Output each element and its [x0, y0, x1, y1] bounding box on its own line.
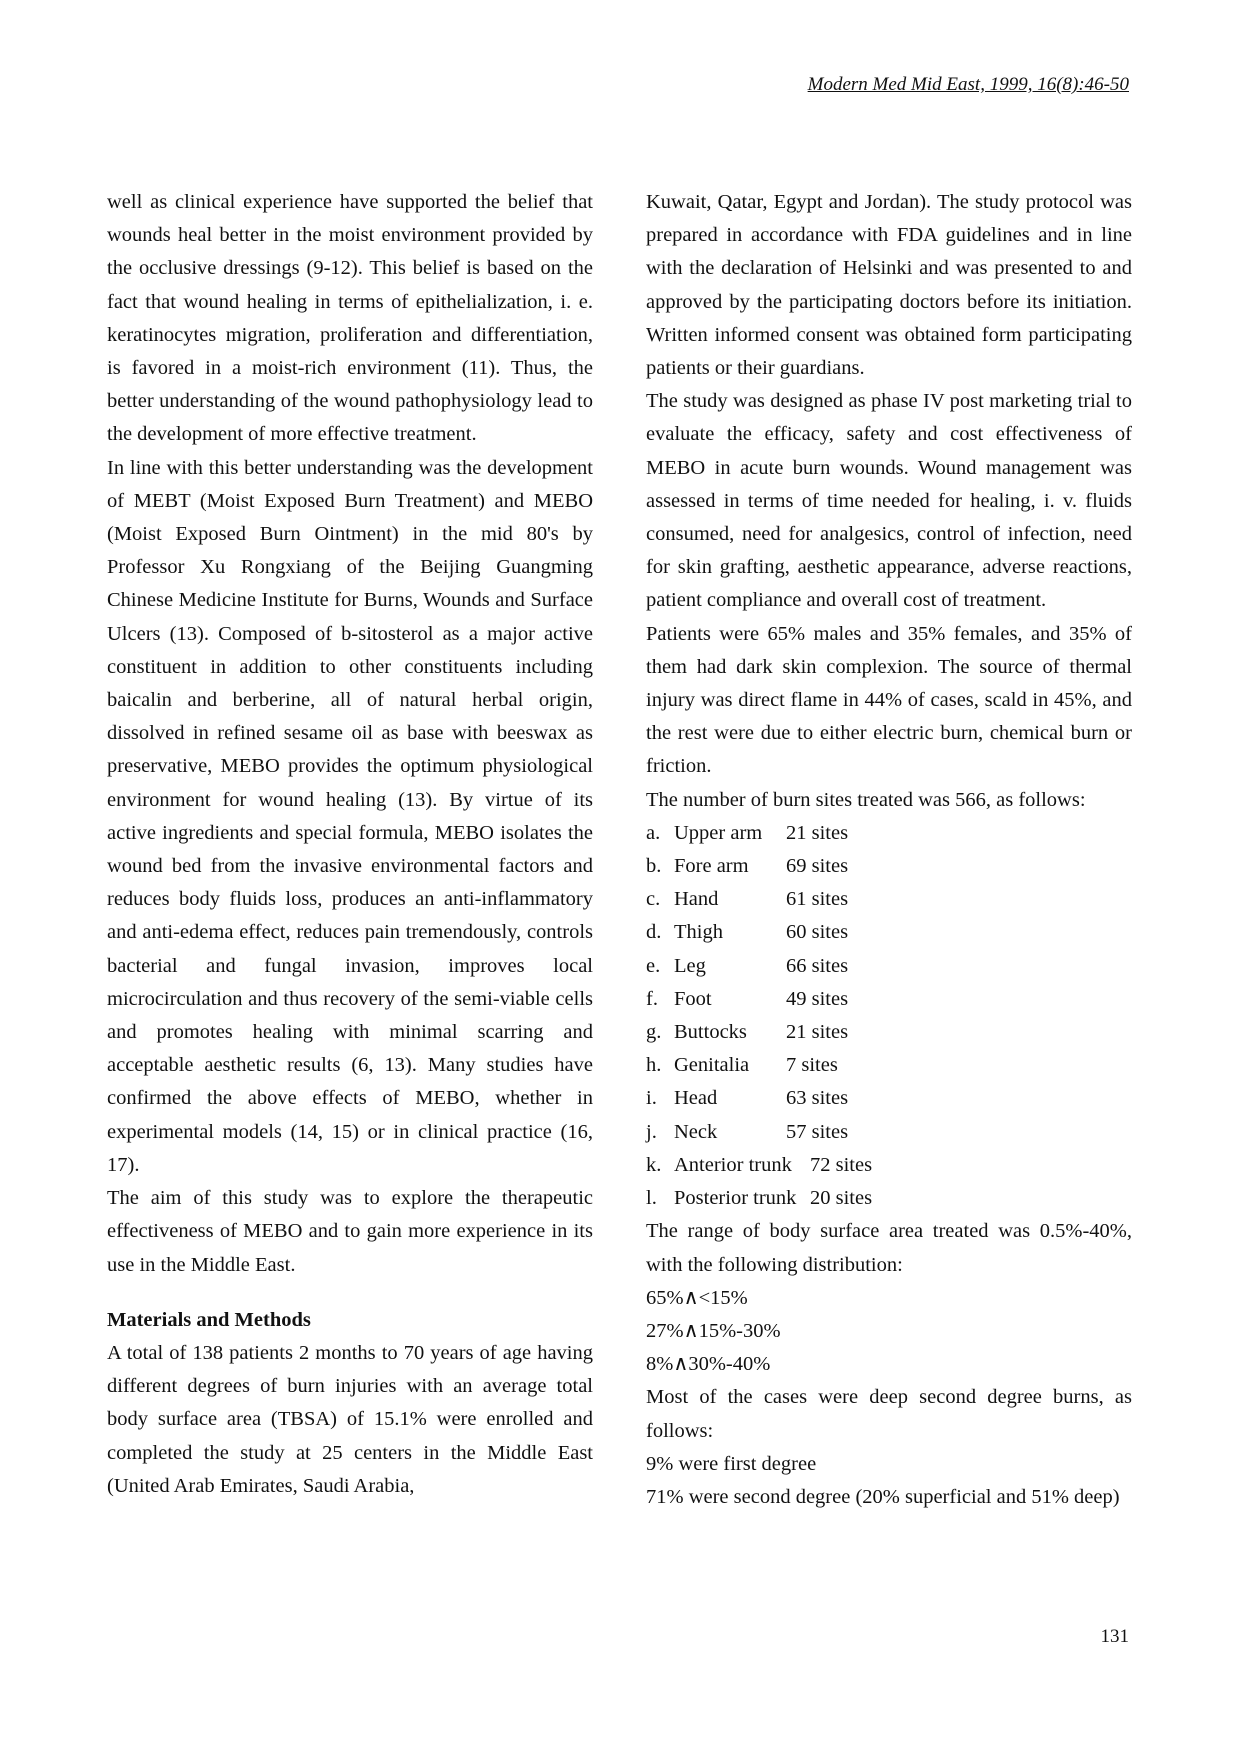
body-part: Foot — [674, 987, 712, 1010]
body-paragraph: Patients were 65% males and 35% females, and 35% of them had dark skin complexion. The source of thermal injury was direct flame in 44% of cases, scald in 45%, and the rest were due to either electric burn, chemical burn or friction. — [646, 622, 1132, 778]
distribution-line: 27%∧15%-30% — [646, 1319, 781, 1342]
list-letter: g. — [646, 1021, 662, 1044]
degree-line: 9% were first degree — [646, 1452, 817, 1475]
list-letter: k. — [646, 1153, 662, 1176]
list-letter: h. — [646, 1054, 662, 1077]
list-letter: f. — [646, 987, 658, 1010]
body-paragraph: The study was designed as phase IV post marketing trial to evaluate the efficacy, safety and cost effectiveness of MEBO in acute burn wounds. Wound management was assessed in terms of time needed for healing, i. v. fluids consumed, need for analgesics, control of infection, need for skin grafting, aesthetic appearance, adverse reactions, patient compliance and overall cost of treatment. — [646, 390, 1132, 612]
list-item — [646, 916, 1132, 949]
body-part: Posterior trunk — [674, 1187, 797, 1210]
list-letter: i. — [646, 1087, 657, 1110]
left-column — [107, 186, 593, 1503]
list-item — [646, 1049, 1132, 1082]
distribution-line: 65%∧<15% — [646, 1286, 748, 1309]
site-count: 66 sites — [786, 954, 849, 977]
site-count: 21 sites — [786, 821, 849, 844]
site-count: 61 sites — [786, 888, 849, 911]
site-count: 49 sites — [786, 987, 849, 1010]
body-part: Neck — [674, 1120, 718, 1143]
list-item — [646, 850, 1132, 883]
list-item — [646, 1149, 1132, 1182]
body-paragraph: Most of the cases were deep second degree burns, as follows: — [646, 1386, 1132, 1442]
list-item — [646, 1116, 1132, 1149]
site-count: 57 sites — [786, 1120, 849, 1143]
body-paragraph: The number of burn sites treated was 566, as follows: — [646, 788, 1086, 811]
list-letter: j. — [646, 1120, 657, 1143]
body-part: Thigh — [674, 921, 723, 944]
list-letter: l. — [646, 1187, 657, 1210]
body-paragraph: Kuwait, Qatar, Egypt and Jordan). The study protocol was prepared in accordance with FDA guidelines and in line with the declaration of Helsinki and was presented to and approved by the participating doctors before its initiation. Written informed consent was obtained form participating patients or their guardians. — [646, 191, 1132, 380]
body-part: Genitalia — [674, 1054, 750, 1077]
site-count: 21 sites — [786, 1021, 849, 1044]
degree-line: 71% were second degree (20% superficial and 51% deep) — [646, 1485, 1120, 1508]
page-number: 131 — [1100, 1626, 1129, 1647]
site-count: 72 sites — [810, 1153, 873, 1176]
site-count: 60 sites — [786, 921, 849, 944]
body-part: Head — [674, 1087, 718, 1110]
body-part: Buttocks — [674, 1021, 747, 1044]
site-count: 7 sites — [786, 1054, 838, 1077]
list-letter: d. — [646, 921, 662, 944]
list-letter: b. — [646, 855, 662, 878]
list-letter: e. — [646, 954, 661, 977]
list-item — [646, 950, 1132, 983]
site-count: 63 sites — [786, 1087, 849, 1110]
body-part: Hand — [674, 888, 719, 911]
list-item — [646, 983, 1132, 1016]
right-column — [646, 186, 1132, 1514]
body-paragraph: well as clinical experience have supported the belief that wounds heal better in the moist environment provided by the occlusive dressings (9-12). This belief is based on the fact that wound healing in terms of epithelialization, i. e. keratinocytes migration, proliferation and differentiation, is favored in a moist-rich environment (11). Thus, the better understanding of the wound pathophysiology lead to the development of more effective treatment. — [107, 191, 593, 446]
site-count: 20 sites — [810, 1187, 873, 1210]
body-paragraph: The range of body surface area treated was 0.5%-40%, with the following distribution: — [646, 1220, 1132, 1276]
list-letter: c. — [646, 888, 661, 911]
list-item — [646, 1082, 1132, 1115]
site-count: 69 sites — [786, 855, 849, 878]
section-heading: Materials and Methods — [107, 1308, 311, 1331]
body-paragraph: A total of 138 patients 2 months to 70 years of age having different degrees of burn injuries with an average total body surface area (TBSA) of 15.1% were enrolled and completed the study at 25 centers in the Middle East (United Arab Emirates, Saudi Arabia, — [107, 1341, 593, 1497]
body-paragraph: In line with this better understanding was the development of MEBT (Moist Exposed Burn Treatment) and MEBO (Moist Exposed Burn Ointment) in the mid 80's by Professor Xu Rongxiang of the Beijing Guangming Chinese Medicine Institute for Burns, Wounds and Surface Ulcers (13). Composed of b-sitosterol as a major active constituent in addition to other constituents including baicalin and berberine, all of natural herbal origin, dissolved in refined sesame oil as base with beeswax as preservative, MEBO provides the optimum physiological environment for wound healing (13). By virtue of its active ingredients and special formula, MEBO isolates the wound bed from the invasive environmental factors and reduces body fluids loss, produces an anti-inflammatory and anti-edema effect, reduces pain tremendously, controls bacterial and fungal invasion, improves local microcirculation and thus recovery of the semi-viable cells and promotes healing with minimal scarring and acceptable aesthetic results (6, 13). Many studies have confirmed the above effects of MEBO, whether in experimental models (14, 15) or in clinical practice (16, 17). — [107, 456, 593, 1176]
body-part: Upper arm — [674, 821, 763, 844]
list-item — [646, 1182, 1132, 1215]
list-letter: a. — [646, 821, 661, 844]
list-item — [646, 1016, 1132, 1049]
body-part: Anterior trunk — [674, 1153, 792, 1176]
list-item — [646, 817, 1132, 850]
list-item — [646, 883, 1132, 916]
body-part: Fore arm — [674, 855, 749, 878]
burn-sites-list — [646, 817, 1132, 1215]
body-part: Leg — [674, 954, 706, 977]
distribution-line: 8%∧30%-40% — [646, 1353, 771, 1376]
running-head: Modern Med Mid East, 1999, 16(8):46-50 — [807, 74, 1129, 95]
body-paragraph: The aim of this study was to explore the therapeutic effectiveness of MEBO and to gain more experience in its use in the Middle East. — [107, 1187, 593, 1276]
